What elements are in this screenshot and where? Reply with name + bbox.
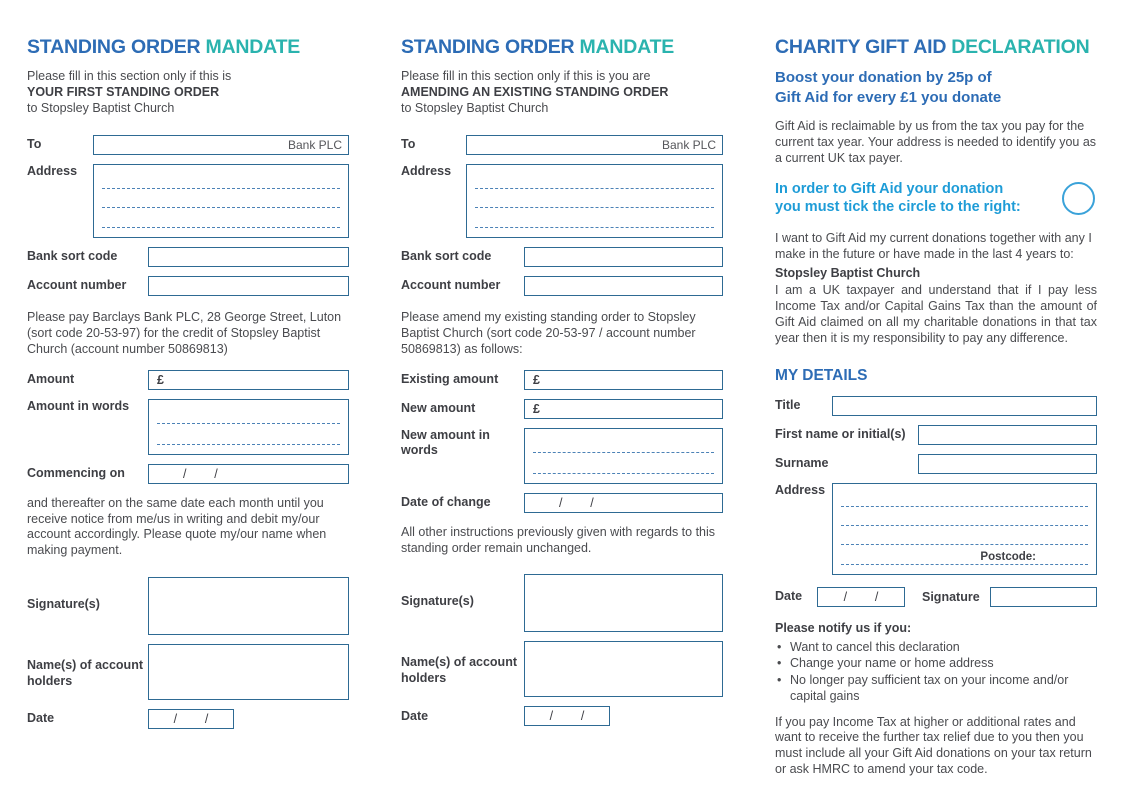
account-number-input[interactable] bbox=[524, 276, 723, 296]
date-input[interactable] bbox=[148, 709, 234, 729]
intro-line: Please fill in this section only if this is you are bbox=[401, 69, 651, 83]
section-title bbox=[775, 36, 1097, 59]
taxpayer-text: I am a UK taxpayer and understand that if I pay less Income Tax and/or Capital Gains Tax than the amount of Gift Aid claimed on all my charitable donations in that tax year then it is my responsibility to pay any difference. bbox=[775, 283, 1097, 345]
signature-input[interactable] bbox=[524, 574, 723, 632]
field-new-amount bbox=[401, 399, 723, 419]
address-label: Address bbox=[775, 482, 826, 497]
reclaim-text: Gift Aid is reclaimable by us from the tax you pay for the current tax year. Your address is needed to identify you as a current UK tax payer. bbox=[775, 119, 1097, 165]
account-holders-input[interactable] bbox=[148, 644, 349, 700]
currency-symbol: £ bbox=[157, 372, 164, 387]
signature-label: Signature(s) bbox=[27, 597, 100, 612]
section-intro bbox=[401, 68, 723, 116]
sort-code-input[interactable] bbox=[148, 247, 349, 267]
write-line bbox=[841, 507, 1088, 526]
list-item bbox=[775, 639, 1097, 656]
field-commencing bbox=[27, 464, 349, 484]
date-slashes: / / bbox=[843, 589, 879, 604]
field-date bbox=[401, 706, 723, 726]
existing-amount-label: Existing amount bbox=[401, 371, 499, 386]
intro-tail: to Stopsley Baptist Church bbox=[401, 101, 549, 115]
sort-code-label: Bank sort code bbox=[401, 249, 492, 264]
list-item-text: • No longer pay sufficient tax on your income and/or capital gains bbox=[790, 672, 1069, 704]
to-label: To bbox=[27, 137, 42, 152]
field-first-name bbox=[775, 425, 1097, 445]
list-item-text: • Change your name or home address bbox=[790, 656, 994, 671]
signature-input[interactable] bbox=[990, 587, 1097, 607]
signature-input[interactable] bbox=[148, 577, 349, 635]
address-label: Address bbox=[27, 164, 78, 178]
write-line bbox=[841, 488, 1088, 507]
list-item-text: • Want to cancel this declaration bbox=[790, 639, 960, 654]
write-line bbox=[102, 208, 340, 228]
section-intro bbox=[27, 68, 349, 116]
field-address bbox=[401, 164, 723, 238]
currency-symbol: £ bbox=[533, 401, 540, 416]
pay-instruction: Please pay Barclays Bank PLC, 28 George Street, Luton (sort code 20-53-97) for the credit of Stopsley Baptist Church (account number 50869813) bbox=[27, 310, 342, 356]
account-holders-label: Name(s) of account holders bbox=[27, 658, 143, 688]
field-account-number bbox=[401, 276, 723, 296]
notify-list bbox=[775, 639, 1097, 705]
commencing-input[interactable] bbox=[148, 464, 349, 484]
address-input[interactable] bbox=[832, 483, 1097, 575]
write-line bbox=[533, 433, 714, 454]
field-account-holders bbox=[27, 644, 349, 700]
new-amount-input[interactable] bbox=[524, 399, 723, 419]
field-amount bbox=[27, 370, 349, 390]
new-amount-label: New amount bbox=[401, 400, 476, 415]
field-existing-amount bbox=[401, 370, 723, 390]
my-details-heading: MY DETAILS bbox=[775, 366, 868, 384]
field-address bbox=[27, 164, 349, 238]
intro-bold: YOUR FIRST STANDING ORDER bbox=[27, 85, 220, 99]
date-of-change-label: Date of change bbox=[401, 494, 491, 509]
field-account-number bbox=[27, 276, 349, 296]
tick-notice bbox=[775, 180, 1097, 218]
amount-label: Amount bbox=[27, 371, 75, 386]
section-title-main: CHARITY GIFT AID bbox=[775, 36, 947, 58]
signature-label: Signature(s) bbox=[401, 594, 474, 609]
write-line bbox=[102, 189, 340, 209]
address-input[interactable] bbox=[93, 164, 349, 238]
account-number-label: Account number bbox=[27, 278, 127, 293]
commencing-label: Commencing on bbox=[27, 465, 125, 480]
field-new-amount-words bbox=[401, 428, 723, 484]
field-date-of-change bbox=[401, 493, 723, 513]
sort-code-label: Bank sort code bbox=[27, 249, 118, 264]
field-signature bbox=[401, 574, 723, 632]
address-input[interactable] bbox=[466, 164, 723, 238]
date-slashes: / / bbox=[183, 466, 218, 481]
amount-input[interactable] bbox=[148, 370, 349, 390]
existing-amount-input[interactable] bbox=[524, 370, 723, 390]
section-title-main: STANDING ORDER bbox=[27, 36, 201, 58]
account-holders-label: Name(s) of account holders bbox=[401, 655, 517, 685]
amount-words-label: Amount in words bbox=[27, 398, 130, 413]
to-value: Bank PLC bbox=[287, 138, 342, 152]
field-sort-code bbox=[27, 247, 349, 267]
write-line bbox=[157, 404, 340, 425]
write-line bbox=[475, 189, 714, 209]
to-input[interactable] bbox=[93, 135, 349, 155]
section-title-accent: DECLARATION bbox=[951, 36, 1090, 58]
write-line bbox=[157, 424, 340, 445]
intro-bold: AMENDING AN EXISTING STANDING ORDER bbox=[401, 85, 669, 99]
gift-aid-subtitle bbox=[775, 68, 1097, 107]
section-title-accent: MANDATE bbox=[579, 36, 675, 58]
write-line bbox=[475, 208, 714, 228]
thereafter-text: and thereafter on the same date each month until you receive notice from me/us in writing and debit my/our account accordingly. Please quote my/our name when making payment. bbox=[27, 495, 327, 558]
field-address bbox=[775, 483, 1097, 575]
date-of-change-input[interactable] bbox=[524, 493, 723, 513]
account-number-input[interactable] bbox=[148, 276, 349, 296]
date-slashes: / / bbox=[559, 495, 594, 510]
tick-notice-line: you must tick the circle to the right: bbox=[775, 199, 1021, 216]
date-input[interactable] bbox=[524, 706, 610, 726]
field-signature bbox=[27, 577, 349, 635]
write-line bbox=[102, 169, 340, 189]
title-label: Title bbox=[775, 397, 801, 412]
notify-heading: Please notify us if you: bbox=[775, 620, 912, 635]
higher-rate-text: If you pay Income Tax at higher or additional rates and want to receive the further tax relief due to you then you must include all your Gift Aid donations on your tax return or ask HMRC to amend your tax code. bbox=[775, 714, 1092, 777]
date-slashes: / / bbox=[173, 712, 209, 727]
first-name-input[interactable] bbox=[918, 425, 1097, 445]
field-title bbox=[775, 396, 1097, 416]
tick-notice-line: In order to Gift Aid your donation bbox=[775, 180, 1004, 197]
write-line bbox=[841, 526, 1088, 545]
church-name: Stopsley Baptist Church bbox=[775, 266, 921, 281]
field-to bbox=[401, 135, 723, 155]
field-date-signature bbox=[775, 587, 1097, 607]
first-name-label: First name or initial(s) bbox=[775, 426, 906, 441]
currency-symbol: £ bbox=[533, 372, 540, 387]
section-title bbox=[401, 36, 723, 59]
field-surname bbox=[775, 454, 1097, 474]
to-label: To bbox=[401, 137, 416, 152]
account-number-label: Account number bbox=[401, 278, 501, 293]
field-sort-code bbox=[401, 247, 723, 267]
to-input[interactable] bbox=[466, 135, 723, 155]
write-line bbox=[475, 169, 714, 189]
new-amount-words-label: New amount in words bbox=[401, 427, 490, 458]
write-line bbox=[533, 453, 714, 474]
title-input[interactable] bbox=[832, 396, 1097, 416]
section-title-accent: MANDATE bbox=[205, 36, 301, 58]
section-title bbox=[27, 36, 349, 59]
surname-label: Surname bbox=[775, 455, 829, 470]
list-item bbox=[775, 672, 1097, 705]
date-slashes: / / bbox=[549, 709, 585, 724]
amend-instruction: Please amend my existing standing order to Stopsley Baptist Church (sort code 20-53-97 / account number 50869813) as follows: bbox=[401, 310, 696, 356]
to-value: Bank PLC bbox=[661, 138, 716, 152]
postcode-label: Postcode: bbox=[980, 550, 1036, 563]
unchanged-text: All other instructions previously given with regards to this standing order remain unchanged. bbox=[401, 524, 716, 555]
declaration-intro: I want to Gift Aid my current donations together with any I make in the future or have made in the last 4 years to: bbox=[775, 231, 1092, 262]
list-item bbox=[775, 655, 1097, 672]
write-line-postcode bbox=[841, 545, 1088, 564]
section-standing-order-new bbox=[27, 36, 349, 738]
field-amount-words bbox=[27, 399, 349, 455]
amount-words-input[interactable] bbox=[148, 399, 349, 455]
date-label: Date bbox=[27, 711, 55, 726]
address-label: Address bbox=[401, 164, 452, 178]
intro-line: Please fill in this section only if this is bbox=[27, 69, 232, 83]
field-account-holders bbox=[401, 641, 723, 697]
sort-code-input[interactable] bbox=[524, 247, 723, 267]
date-label: Date bbox=[401, 708, 429, 723]
signature-label: Signature bbox=[922, 589, 980, 604]
section-standing-order-amend bbox=[401, 36, 723, 735]
tick-notice-text bbox=[775, 180, 1062, 218]
section-title-main: STANDING ORDER bbox=[401, 36, 575, 58]
field-date bbox=[27, 709, 349, 729]
date-label: Date bbox=[775, 588, 803, 603]
subtitle-line: Boost your donation by 25p of bbox=[775, 69, 992, 86]
new-amount-words-input[interactable] bbox=[524, 428, 723, 484]
section-gift-aid bbox=[775, 36, 1097, 790]
field-to bbox=[27, 135, 349, 155]
surname-input[interactable] bbox=[918, 454, 1097, 474]
intro-tail: to Stopsley Baptist Church bbox=[27, 101, 175, 115]
subtitle-line: Gift Aid for every £1 you donate bbox=[775, 88, 1002, 106]
account-holders-input[interactable] bbox=[524, 641, 723, 697]
gift-aid-tick-circle[interactable] bbox=[1062, 182, 1095, 215]
date-input[interactable] bbox=[817, 587, 905, 607]
